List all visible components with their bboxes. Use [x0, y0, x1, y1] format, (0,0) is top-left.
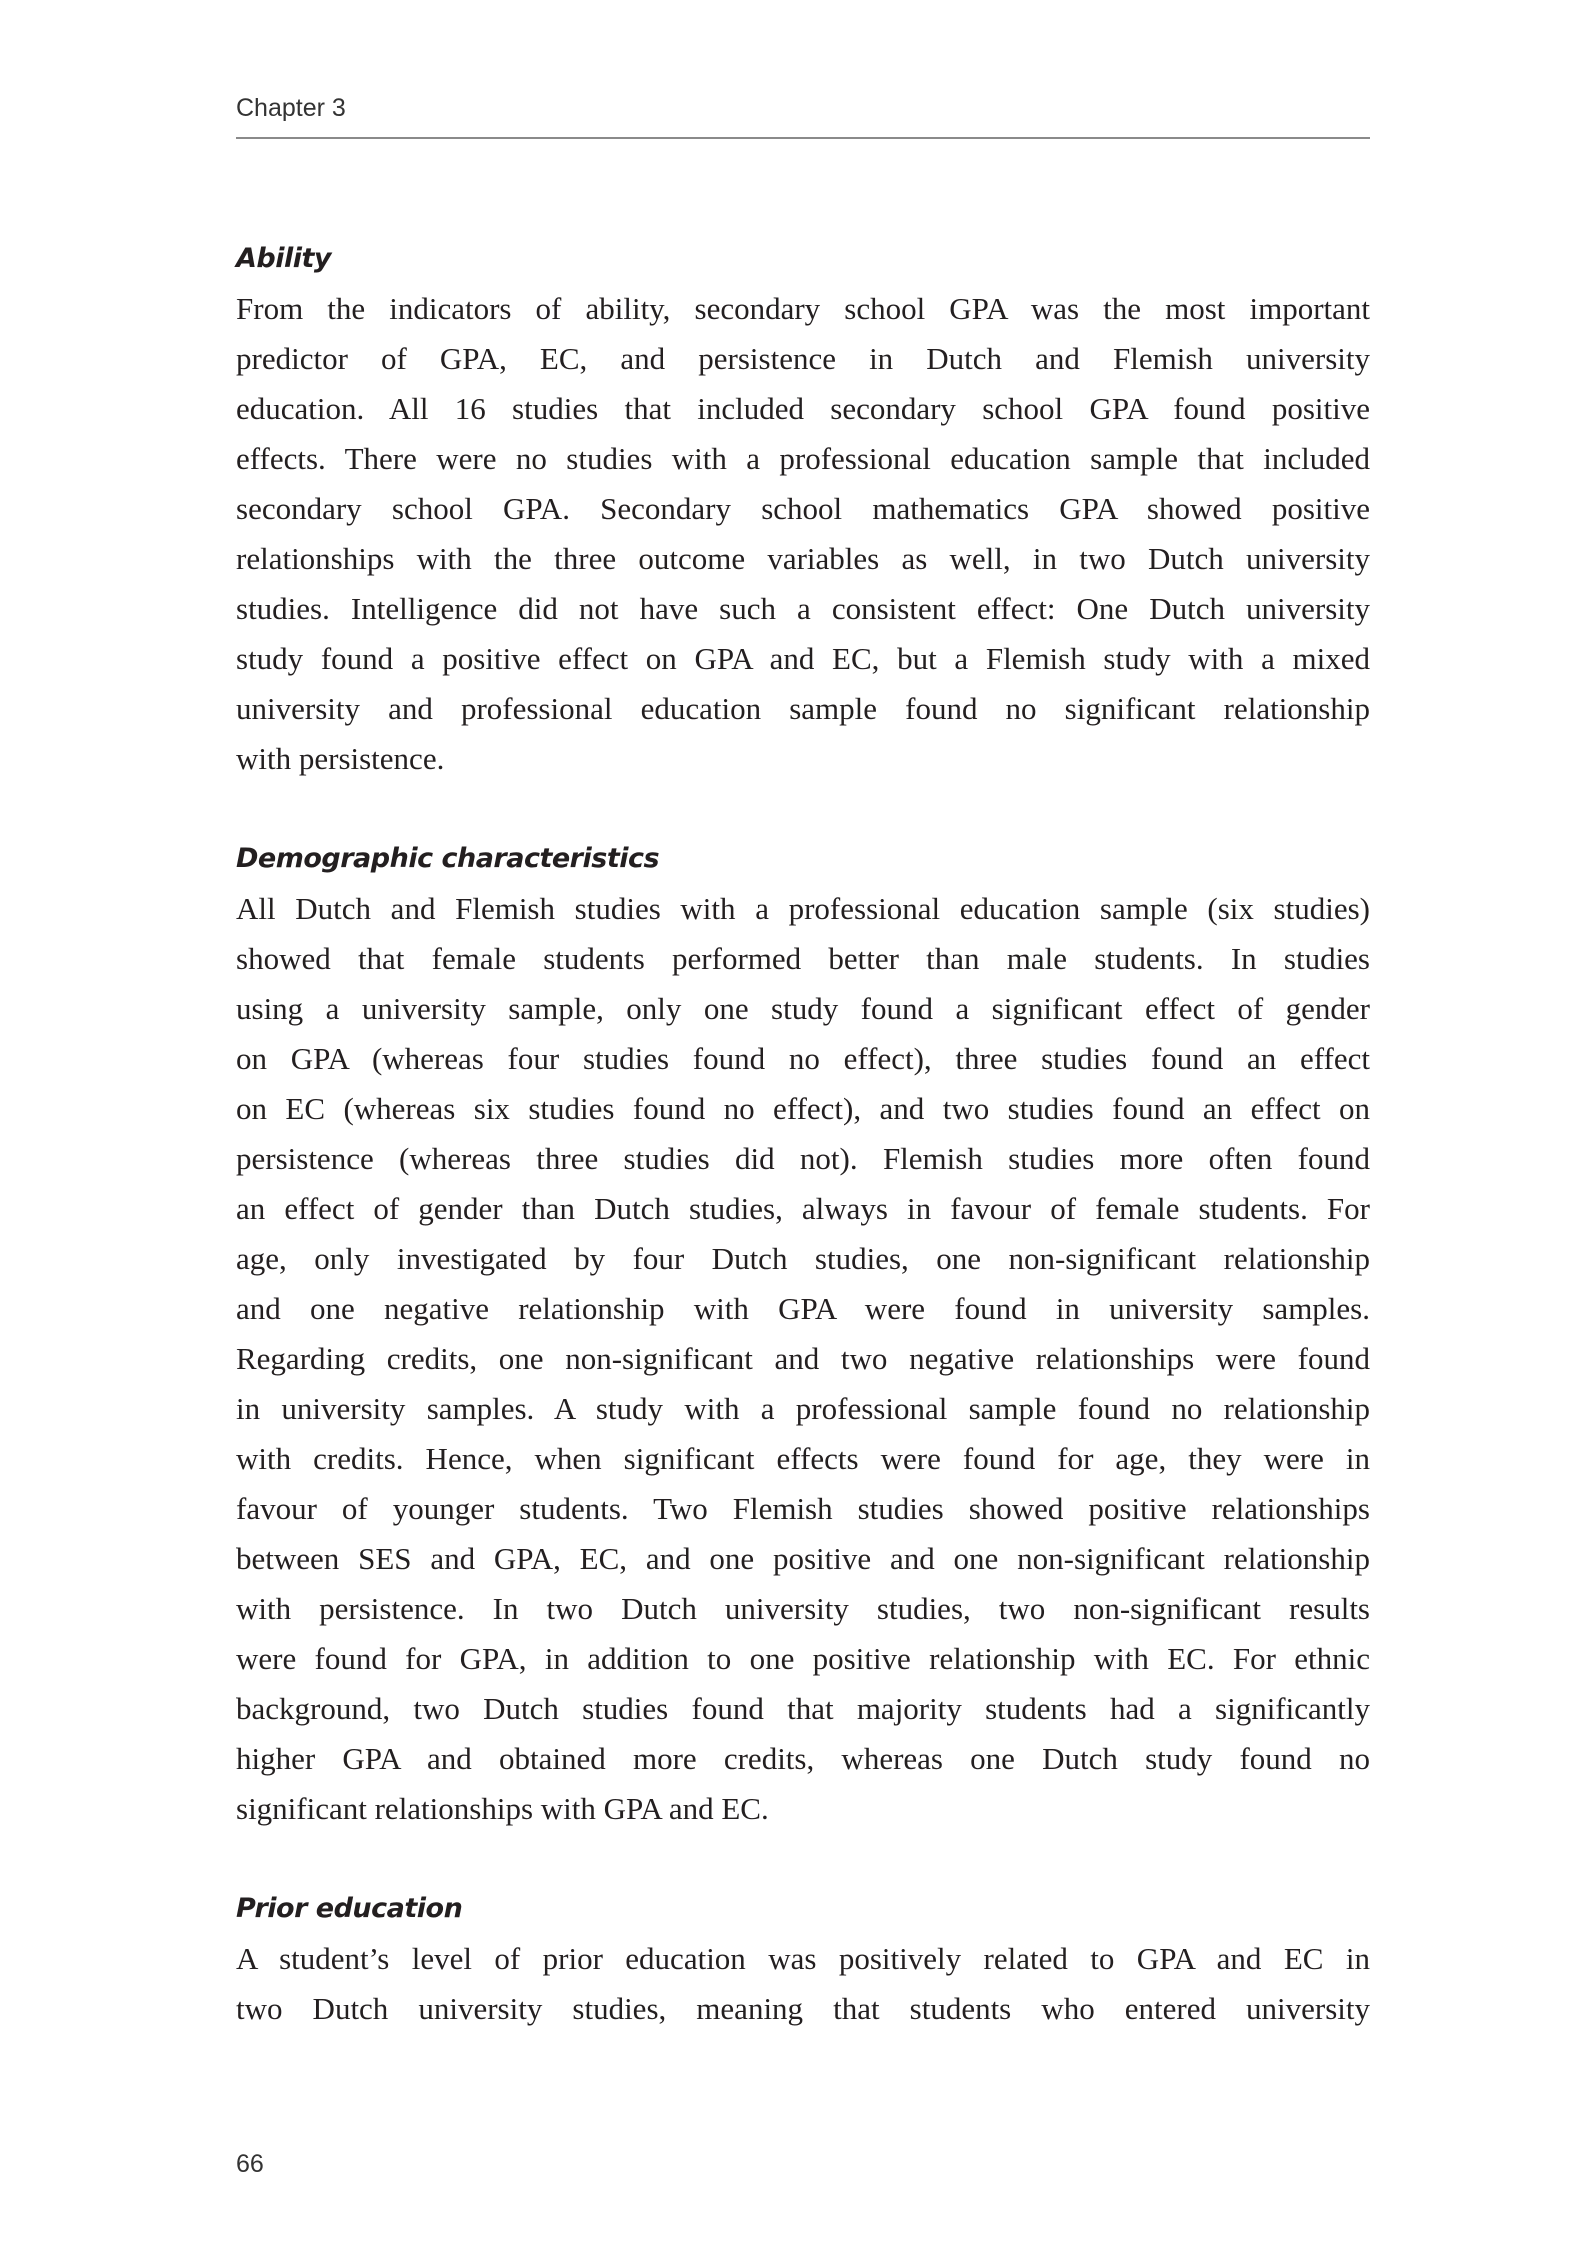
section-gap [236, 784, 1370, 834]
text-line: an effect of gender than Dutch studies, always in favour of female students. For [236, 1191, 1370, 1226]
text-line: and one negative relationship with GPA were found in university samples. [236, 1291, 1370, 1326]
text-line: on EC (whereas six studies found no effect), and two studies found an effect on [236, 1091, 1370, 1126]
section-heading: Ability [236, 243, 331, 274]
text-line: with persistence. [236, 741, 445, 776]
text-line: background, two Dutch studies found that majority students had a significantly [236, 1691, 1370, 1726]
text-line: Regarding credits, one non-significant and two negative relationships were found [236, 1341, 1370, 1376]
text-line: predictor of GPA, EC, and persistence in Dutch and Flemish university [236, 341, 1370, 376]
text-line: were found for GPA, in addition to one positive relationship with EC. For ethnic [236, 1641, 1370, 1676]
text-line: effects. There were no studies with a professional education sample that included [236, 441, 1370, 476]
text-line: A student’s level of prior education was positively related to GPA and EC in [236, 1941, 1370, 1976]
text-line: with credits. Hence, when significant effects were found for age, they were in [236, 1441, 1370, 1476]
text-line: education. All 16 studies that included secondary school GPA found positive [236, 391, 1370, 426]
text-line: study found a positive effect on GPA and EC, but a Flemish study with a mixed [236, 641, 1370, 676]
text-line: persistence (whereas three studies did not). Flemish studies more often found [236, 1141, 1370, 1176]
text-line: showed that female students performed better than male students. In studies [236, 941, 1370, 976]
text-line: with persistence. In two Dutch university studies, two non-significant results [236, 1591, 1370, 1626]
body-text [236, 234, 1370, 2034]
text-line: on GPA (whereas four studies found no effect), three studies found an effect [236, 1041, 1370, 1076]
text-line: university and professional education sample found no significant relationship [236, 691, 1370, 726]
section-gap [236, 1834, 1370, 1884]
text-line: favour of younger students. Two Flemish studies showed positive relationships [236, 1491, 1370, 1526]
text-line: higher GPA and obtained more credits, whereas one Dutch study found no [236, 1741, 1370, 1776]
text-line: two Dutch university studies, meaning that students who entered university [236, 1991, 1370, 2026]
header-divider [236, 137, 1370, 139]
running-header: Chapter 3 [236, 94, 346, 122]
text-line: All Dutch and Flemish studies with a professional education sample (six studies) [236, 891, 1370, 926]
text-line: using a university sample, only one study found a significant effect of gender [236, 991, 1370, 1026]
section-heading: Prior education [236, 1893, 463, 1924]
section-heading: Demographic characteristics [236, 843, 660, 874]
text-line: in university samples. A study with a professional sample found no relationship [236, 1391, 1370, 1426]
text-line: From the indicators of ability, secondary school GPA was the most important [236, 291, 1370, 326]
text-line: significant relationships with GPA and EC. [236, 1791, 769, 1826]
text-line: age, only investigated by four Dutch studies, one non-significant relationship [236, 1241, 1370, 1276]
text-line: between SES and GPA, EC, and one positive and one non-significant relationship [236, 1541, 1370, 1576]
text-line: secondary school GPA. Secondary school mathematics GPA showed positive [236, 491, 1370, 526]
page-number: 66 [236, 2150, 264, 2178]
text-line: studies. Intelligence did not have such a consistent effect: One Dutch university [236, 591, 1370, 626]
text-line: relationships with the three outcome variables as well, in two Dutch university [236, 541, 1370, 576]
